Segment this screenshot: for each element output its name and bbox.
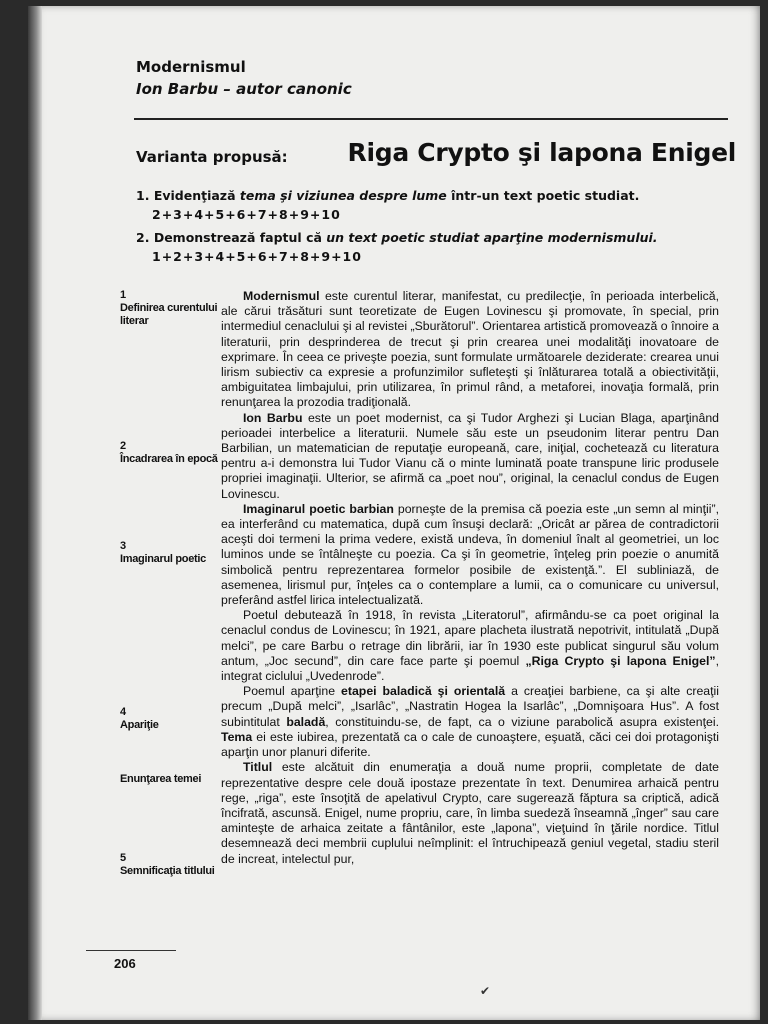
- side-note-4: [120, 706, 220, 732]
- paragraph-1-lead: Modernismul: [243, 289, 320, 303]
- task-2-verb: Demonstrează faptul că: [153, 230, 327, 245]
- task-1-italic: tema şi viziunea despre lume: [239, 188, 452, 203]
- side-note-2-text: Încadrarea în epocă: [120, 453, 218, 465]
- side-note-3-num: 3: [120, 540, 126, 552]
- header-line-2: Ion Barbu – autor canonic: [136, 80, 352, 98]
- paragraph-5-after-2: , constituindu-se, de fapt, ca o viziune parabolică asupra existenţei.: [325, 714, 719, 729]
- chapter-header: [136, 56, 726, 100]
- paragraph-3-text: porneşte de la premisa că poezia este „un semn al minţii”, ea interferând cu matematica, după cum însuşi declară: „Oricât ar părea de contradictorii aceşti doi termeni la prima vedere, există undeva, în domeniul înalt al geometriei, un loc luminos unde se întâlneşte cu poezia. Ca şi în geometrie, înţeleg prin poezie o anumită simbolică pentru reprezentarea formelor posibile de existenţă.”. El subliniază, de asemenea, lirismul pur, înţeles ca o contemplare a lumii, ca o comunicare cu universul, preferând astfel lirica intelectualizată.: [221, 501, 720, 608]
- paragraph-6-lead: Titlul: [243, 760, 273, 775]
- paragraph-2: [221, 411, 719, 502]
- essay-body: [221, 289, 719, 867]
- paragraph-5: [221, 684, 719, 760]
- side-note-2-num: 2: [120, 440, 126, 452]
- paragraph-4-bold: „Riga Crypto şi lapona Enigel”: [525, 653, 716, 668]
- side-note-4-text: Apariţie: [120, 719, 159, 731]
- task-1-tail: într-un text poetic studiat.: [451, 188, 640, 203]
- variant-heading: [136, 140, 736, 180]
- paragraph-5-bold-1: etapei baladică şi orientală: [341, 684, 506, 699]
- side-note-3: [120, 540, 220, 566]
- page-number: 206: [114, 956, 136, 971]
- paragraph-4-text: Poetul debutează în 1918, în revista „Literatorul”, afirmându-se ca poet original la cenaclul condus de Lovinescu; în 1921, apare placheta ilustrată nepotrivit, intitulată „După melci”, pe care Barbu o retrage din librării, iar în 1930 este publicat singurul său volum antum, „Joc secund”, din care face parte şi poemul: [221, 608, 719, 668]
- task-list: [136, 186, 736, 266]
- side-note-1-num: 1: [120, 289, 126, 301]
- task-1-points: 2+3+4+5+6+7+8+9+10: [152, 207, 341, 222]
- paragraph-3-lead: Imaginarul poetic barbian: [243, 501, 394, 516]
- paragraph-5-after-3: ei este iubirea, prezentată ca o cale de cunoaştere, eşuată, căci cei doi protagonişti aparţin unor planuri diferite.: [221, 729, 719, 760]
- side-note-1-text: Definirea curentului literar: [120, 302, 218, 327]
- task-2: [136, 228, 736, 247]
- paragraph-3: [221, 502, 719, 608]
- side-note-2: [120, 440, 220, 466]
- paragraph-5-bold-2: baladă: [286, 714, 326, 729]
- scan-mark-glyph: ✔: [480, 984, 491, 998]
- variant-label: Varianta propusă:: [136, 148, 288, 166]
- paragraph-1: [221, 289, 719, 411]
- book-binding-shadow: [28, 6, 42, 1020]
- side-note-3-text: Imaginarul poetic: [120, 553, 206, 565]
- paragraph-5-after-1: a creaţiei barbiene, ca şi alte creaţii precum „După melci”, „Isarlâc”, „Nastratin Hogea la Isarlâc”, „Domnişoara Hus”. A fost subintitulat: [221, 684, 720, 729]
- side-note-4-num: 4: [120, 706, 126, 718]
- side-note-5-text: Enunţarea temei: [120, 773, 202, 785]
- side-note-6-text: Semnificaţia titlului: [120, 865, 215, 877]
- task-2-italic: un text poetic studiat aparţine modernismului.: [326, 230, 658, 245]
- paragraph-2-lead: Ion Barbu: [243, 410, 303, 425]
- task-2-points: 1+2+3+4+5+6+7+8+9+10: [152, 249, 362, 264]
- header-rule: [134, 118, 728, 120]
- paragraph-1-text: este curentul literar, manifestat, cu predilecţie, în perioada interbelică, ale cărui trăsături sunt teoretizate de Eugen Lovinescu şi promovate, în special, prin intermediul cenaclului şi al revistei „Sburătorul”. Orientarea artistică promovează o înnoire a literaturii, prin desprinderea de trecut şi prin crearea unei modalităţi inovatoare de exprimare. În ceea ce priveşte poezia, sunt formulate următoarele deziderate: crearea unui lirism subiectiv ca expresie a profunzimilor sufleteşti şi înlăturarea totală a obiectivităţii, ambiguitatea limbajului, prin utilizarea, în primul rând, a metaforei, inovaţia formală, prin renunţarea la prozodia tradiţională.: [221, 289, 719, 410]
- paragraph-5-text: Poemul aparţine: [243, 684, 342, 699]
- poem-title: Riga Crypto şi lapona Enigel: [347, 138, 736, 167]
- side-note-5: [120, 773, 220, 786]
- paragraph-2-text: este un poet modernist, ca şi Tudor Arghezi şi Lucian Blaga, aparţinând perioadei interbelice a literaturii. Numele său este un pseudonim literar pentru Dan Barbilian, un matematician de reputaţie europeană, care, iniţial, cochetează cu literatura pentru a-i demonstra lui Tudor Vianu că o minte luminată poate transpune liric produsele propriei imaginaţii. Ulterior, se afirmă ca „poet nou”, original, la cenaclul condus de Eugen Lovinescu.: [221, 410, 720, 501]
- footer-rule: [86, 950, 176, 951]
- side-note-6: [120, 852, 220, 878]
- side-note-6-num: 5: [120, 852, 126, 864]
- task-1-num: 1.: [136, 188, 154, 203]
- paragraph-5-bold-3: Tema: [221, 729, 253, 744]
- paragraph-6: [221, 760, 719, 866]
- paragraph-4: [221, 608, 719, 684]
- paragraph-4-after: , integrat ciclului „Uvedenrode”.: [221, 653, 719, 684]
- book-page: [28, 6, 760, 1020]
- task-1-verb: Evidenţiază: [153, 188, 240, 203]
- task-2-num: 2.: [136, 230, 154, 245]
- task-1: [136, 186, 736, 205]
- header-line-1: Modernismul: [136, 58, 246, 76]
- side-note-1: [120, 289, 220, 328]
- paragraph-6-text: este alcătuit din enumeraţia a două nume proprii, completate de date reprezentative despre cele două ipostaze prezentate în text. Denumirea arhaică pentru rege, „riga”, este însoţită de apelativul Crypto, care sugerează făptura sa criptică, adică încifrată, ascunsă. Enigel, nume propriu, care, în limba suedeză înseamnă „înger” sau care aminteşte de arhaica zeitate a fântânilor, este „lapona”, vieţuind în ţările nordice. Titlul desemnează deci membrii cuplului neîmplinit: el întruchipează geniul vegetal, stadiu steril de increat, intelectul pur,: [221, 760, 719, 866]
